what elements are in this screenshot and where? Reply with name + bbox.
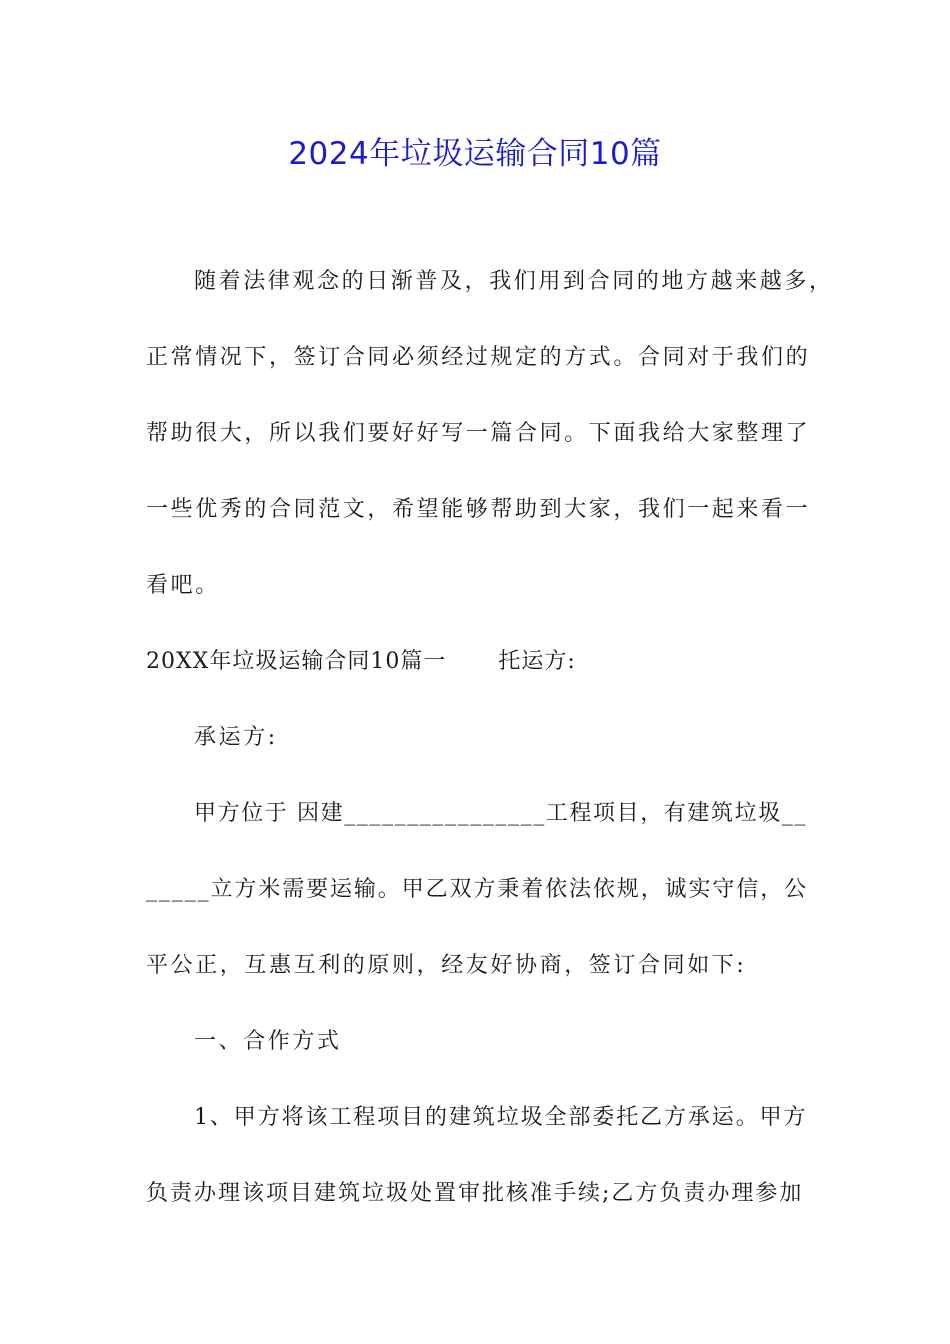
document-body [146, 244, 834, 1232]
item-line: 1、甲方将该工程项目的建筑垃圾全部委托乙方承运。甲方 [194, 1105, 808, 1130]
item-line: 负责办理该项目建筑垃圾处置审批核准手续;乙方负责办理参加 [146, 1181, 804, 1206]
paragraph-line: 随着法律观念的日渐普及，我们用到合同的地方越来越多， [194, 269, 834, 294]
paragraph-line: 正常情况下，签订合同必须经过规定的方式。合同对于我们的 [146, 345, 811, 370]
section-heading-line [146, 624, 812, 700]
carrier-label: 承运方: [194, 725, 278, 750]
paragraph-line: 看吧。 [146, 573, 220, 598]
paragraph-line: 帮助很大，所以我们要好好写一篇合同。下面我给大家整理了 [146, 421, 811, 446]
consignor-label: 托运方: [498, 649, 576, 674]
clause-line: 平公正，互惠互利的原则，经友好协商，签订合同如下: [146, 953, 747, 978]
clause-line: _____立方米需要运输。甲乙双方秉着依法依规，诚实守信，公 [146, 877, 809, 902]
section-title: 一、合作方式 [194, 1029, 342, 1054]
clause-line: 甲方位于 因建________________工程项目，有建筑垃圾__ [194, 801, 807, 826]
document-title: 2024年垃圾运输合同10篇 [288, 136, 662, 172]
section-heading: 20XX年垃圾运输合同10篇一 [146, 649, 447, 674]
paragraph-line: 一些优秀的合同范文，希望能够帮助到大家，我们一起来看一 [146, 497, 811, 522]
